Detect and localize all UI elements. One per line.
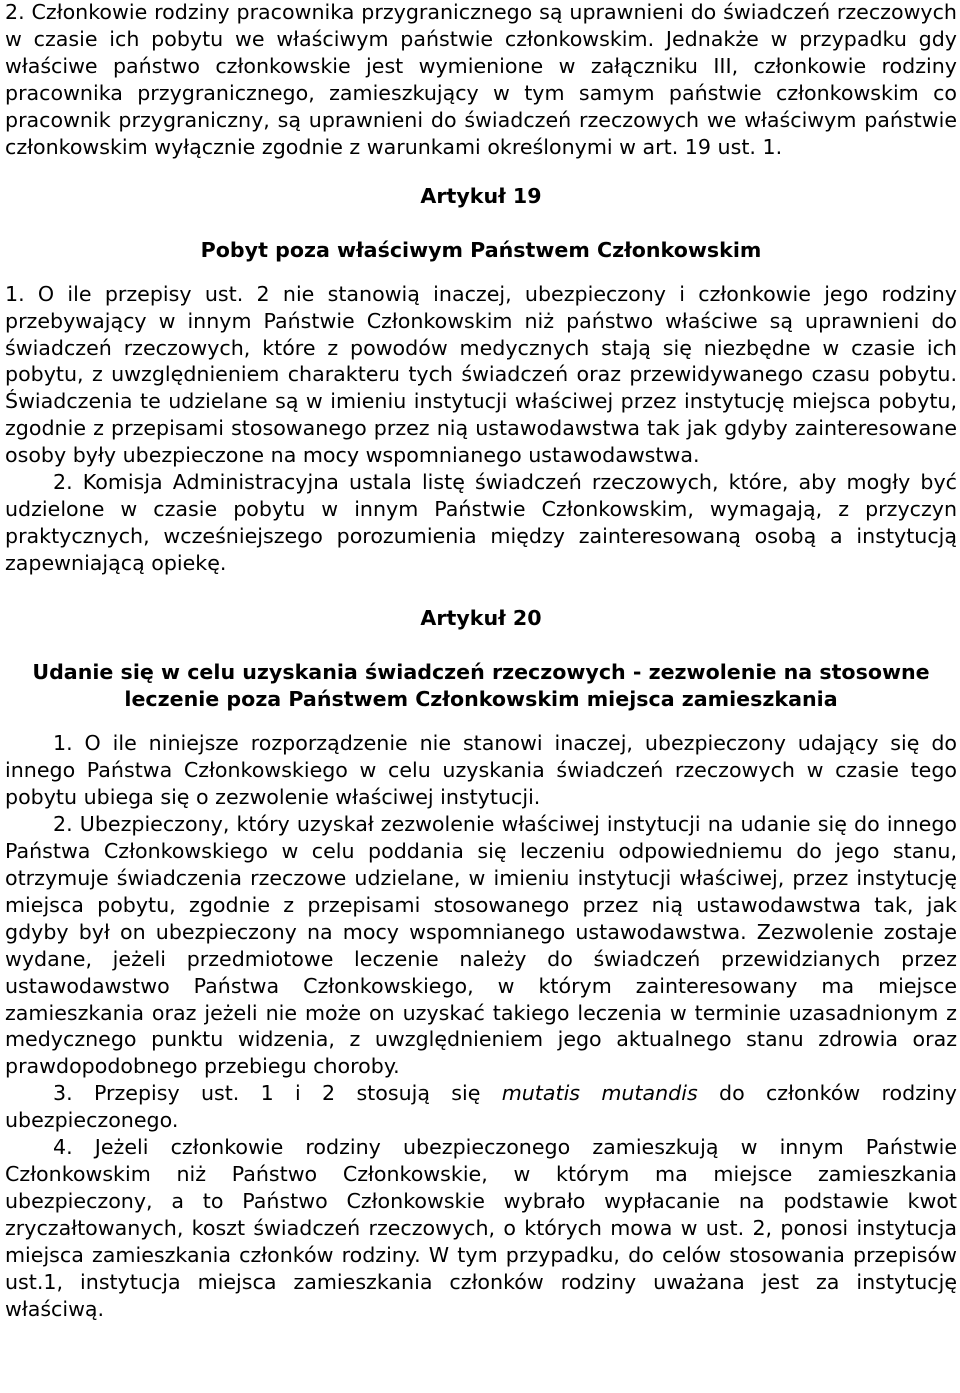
art20-paragraph-3-start: 3. Przepisy ust. 1 i 2 stosują się xyxy=(53,1081,502,1106)
art20-paragraph-2: 2. Ubezpieczony, który uzyskał zezwolenie właściwej instytucji na udanie się do innego Państwa Członkowskiego w celu poddania się leczeniu odpowiedniemu do jego stanu, otrzymuje świadczenia rzeczowe udzielane, w imieniu instytucji właściwej, przez instytucję miejsca pobytu, zgodnie z przepisami stosowanego przez nią ustawodawstwa tak, jak gdyby był on ubezpieczony na mocy wspomnianego ustawodawstwa. Zezwolenie zostaje wydane, jeżeli przedmiotowe leczenie należy do świadczeń przewidzianych przez ustawodawstwo Państwa Członkowskiego, w którym zainteresowany ma miejsce zamieszkania oraz jeżeli nie może on uzyskać takiego leczenia w terminie uzasadnionym z medycznego punktu widzenia, z uwzględnieniem jego aktualnego stanu zdrowia oraz prawdopodobnego przebiegu choroby. xyxy=(5,811,957,1079)
art19-paragraph-2: 2. Komisja Administracyjna ustala listę świadczeń rzeczowych, które, aby mogły być udzielone w czasie pobytu w innym Państwie Członkowskim, wymagają, z przyczyn praktycznych, wcześniejszego porozumienia między zainteresowaną osobą a instytucją zapewniającą opiekę. xyxy=(5,470,957,576)
article-19-title: Pobyt poza właściwym Państwem Członkowskim xyxy=(200,237,762,262)
regulation-document xyxy=(5,0,957,1323)
art20-paragraph-3 xyxy=(5,1080,957,1134)
article-19-heading: Artykuł 19 xyxy=(420,183,542,208)
art18-paragraph-2: 2. Członkowie rodziny pracownika przygranicznego są uprawnieni do świadczeń rzeczowych w czasie ich pobytu we właściwym państwie członkowskim. Jednakże w przypadku gdy właściwe państwo członkowskie jest wymienione w załączniku III, członkowie rodziny pracownika przygranicznego, zamieszkujący w tym samym państwie członkowskim co pracownik przygraniczny, są uprawnieni do świadczeń rzeczowych we właściwym państwie członkowskim wyłącznie zgodnie z warunkami określonymi w art. 19 ust. 1. xyxy=(5,0,957,159)
art20-paragraph-1: 1. O ile niniejsze rozporządzenie nie stanowi inaczej, ubezpieczony udający się do innego Państwa Członkowskiego w celu uzyskania świadczeń rzeczowych w czasie tego pobytu ubiega się o zezwolenie właściwej instytucji. xyxy=(5,730,957,809)
art19-paragraph-1: 1. O ile przepisy ust. 2 nie stanowią inaczej, ubezpieczony i członkowie jego rodziny przebywający w innym Państwie Członkowskim niż państwo właściwe są uprawnieni do świadczeń rzeczowych, które z powodów medycznych stają się niezbędne w czasie ich pobytu, z uwzględnieniem charakteru tych świadczeń oraz przewidywanego czasu pobytu. Świadczenia te udzielane są w imieniu instytucji właściwej przez instytucję miejsca pobytu, zgodnie z przepisami stosowanego przez nią ustawodawstwa tak jak gdyby zainteresowane osoby były ubezpieczone na mocy wspomnianego ustawodawstwa. xyxy=(5,281,957,468)
article-20-heading: Artykuł 20 xyxy=(420,606,542,631)
art20-paragraph-4: 4. Jeżeli członkowie rodziny ubezpieczonego zamieszkują w innym Państwie Członkowskim niż Państwo Członkowskie, w którym ma miejsce zamieszkania ubezpieczony, a to Państwo Członkowskie wybrało wypłacanie na podstawie kwot zryczałtowanych, koszt świadczeń rzeczowych, o których mowa w ust. 2, ponosi instytucja miejsca zamieszkania członków rodziny. W tym przypadku, do celów stosowania przepisów ust.1, instytucja miejsca zamieszkania członków rodziny uważana jest za instytucję właściwą. xyxy=(5,1135,957,1321)
latin-phrase: mutatis mutandis xyxy=(501,1081,698,1106)
article-20-title: Udanie się w celu uzyskania świadczeń rzeczowych - zezwolenie na stosowne leczenie poza Państwem Członkowskim miejsca zamieszkania xyxy=(32,660,930,712)
art20-paragraph-3-end: do członków rodziny ubezpieczonego. xyxy=(5,1081,957,1133)
